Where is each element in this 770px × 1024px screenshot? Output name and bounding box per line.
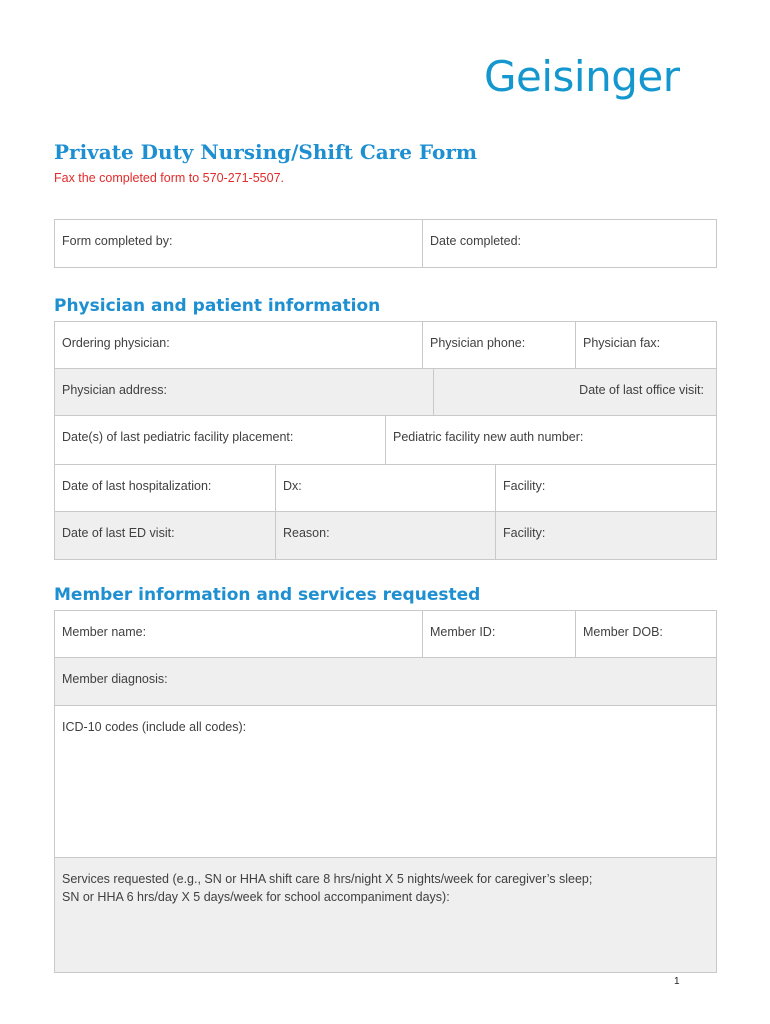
hospitalization-facility-label: Facility:: [503, 479, 546, 493]
last-hospitalization-label: Date of last hospitalization:: [62, 479, 212, 493]
services-requested-field[interactable]: [54, 857, 717, 973]
member-diagnosis-label: Member diagnosis:: [62, 672, 168, 686]
last-pediatric-placement-field[interactable]: [54, 415, 386, 465]
last-hospitalization-field[interactable]: [54, 464, 276, 512]
physician-fax-label: Physician fax:: [583, 336, 661, 350]
ed-facility-label: Facility:: [503, 526, 546, 540]
dx-field[interactable]: [275, 464, 496, 512]
ordering-physician-label: Ordering physician:: [62, 336, 170, 350]
form-completed-by-field[interactable]: [54, 219, 423, 268]
page-number: 1: [674, 976, 680, 987]
physician-section-heading: Physician and patient information: [54, 296, 381, 316]
member-dob-field[interactable]: [575, 610, 717, 658]
ed-reason-label: Reason:: [283, 526, 330, 540]
ed-facility-field[interactable]: [495, 511, 717, 560]
physician-address-field[interactable]: [54, 368, 434, 416]
icd10-codes-label: ICD-10 codes (include all codes):: [62, 720, 247, 734]
physician-fax-field[interactable]: [575, 321, 717, 369]
physician-phone-label: Physician phone:: [430, 336, 526, 350]
geisinger-logo: Geisinger: [484, 52, 680, 101]
pediatric-auth-number-label: Pediatric facility new auth number:: [393, 430, 584, 444]
pediatric-auth-number-field[interactable]: [385, 415, 717, 465]
fax-instructions: Fax the completed form to 570-271-5507.: [54, 171, 284, 185]
last-office-visit-label: Date of last office visit:: [579, 383, 704, 397]
member-id-label: Member ID:: [430, 625, 496, 639]
form-completed-by-label: Form completed by:: [62, 234, 173, 248]
member-name-label: Member name:: [62, 625, 147, 639]
physician-phone-field[interactable]: [422, 321, 576, 369]
icd10-codes-field[interactable]: [54, 705, 717, 858]
dx-label: Dx:: [283, 479, 302, 493]
hospitalization-facility-field[interactable]: [495, 464, 717, 512]
services-requested-label-line2: SN or HHA 6 hrs/day X 5 days/week for school accompaniment days):: [62, 890, 450, 904]
services-requested-label-line1: Services requested (e.g., SN or HHA shift care 8 hrs/night X 5 nights/week for caregiver’s sleep;: [62, 872, 593, 886]
ed-reason-field[interactable]: [275, 511, 496, 560]
member-section-heading: Member information and services requested: [54, 585, 481, 605]
physician-address-label: Physician address:: [62, 383, 167, 397]
last-ed-visit-field[interactable]: [54, 511, 276, 560]
last-office-visit-field[interactable]: [433, 368, 717, 416]
date-completed-field[interactable]: [422, 219, 717, 268]
last-pediatric-placement-label: Date(s) of last pediatric facility placement:: [62, 430, 294, 444]
form-title: Private Duty Nursing/Shift Care Form: [54, 140, 478, 164]
member-diagnosis-field[interactable]: [54, 657, 717, 706]
member-dob-label: Member DOB:: [583, 625, 663, 639]
date-completed-label: Date completed:: [430, 234, 522, 248]
ordering-physician-field[interactable]: [54, 321, 423, 369]
last-ed-visit-label: Date of last ED visit:: [62, 526, 175, 540]
member-name-field[interactable]: [54, 610, 423, 658]
member-id-field[interactable]: [422, 610, 576, 658]
